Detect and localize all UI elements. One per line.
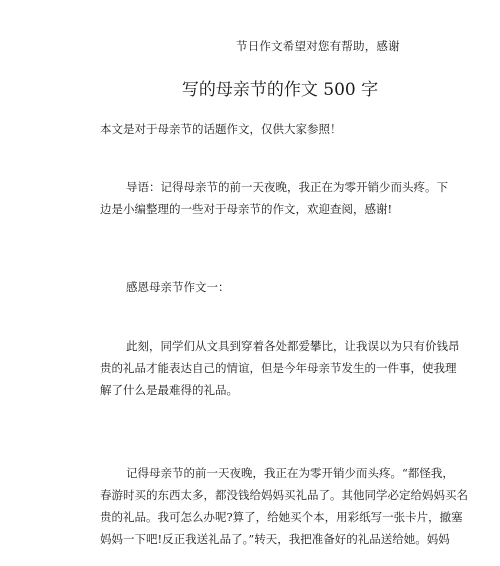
intro-line: 本文是对于母亲节的话题作文，仅供大家参照！ [100,122,342,136]
body-paragraph-1 [100,335,460,401]
document-title: 写的母亲节的作文 500 字 [181,80,379,100]
paragraph2-line-3: 贵的礼品。我可怎么办呢?算了，给她买个本，用彩纸写一张卡片，撤塞 [100,510,463,524]
paragraph1-line-1-text: 此刻，同学们从文具到穿着各处都爱攀比，让我误以为只有价钱昂 [126,339,460,353]
paragraph2-line-4: 妈妈一下吧!反正我送礼品了。”转天，我把准备好的礼品送给她。妈妈 [100,532,450,546]
paragraph2-line-2: 春游时买的东西太多，都没钱给妈妈买礼品了。其他同学必定给妈妈买名 [100,488,468,502]
guide-line-1 [100,176,448,198]
paragraph1-line-3: 解了什么是最难得的礼品。 [100,383,238,397]
paragraph1-line-1 [100,335,460,357]
guide-paragraph [100,176,448,220]
guide-line-2: 边是小编整理的一些对于母亲节的作文，欢迎查阅，感谢! [100,202,393,216]
section-heading-text: 感恩母亲节作文一： [126,280,230,294]
section-heading-line [100,276,418,298]
body-paragraph-2 [100,462,468,550]
paragraph1-line-2: 贵的礼品才能表达自己的情谊，但是今年母亲节发生的一件事，使我理 [100,361,457,375]
section-heading [100,276,418,298]
guide-line-1-text: 导语：记得母亲节的前一天夜晚，我正在为零开销少而头疼。下 [126,180,448,194]
paragraph2-line-1-text: 记得母亲节的前一天夜晚，我正在为零开销少而头疼。“都怪我， [126,466,454,480]
paragraph2-line-1 [100,462,454,484]
intro-paragraph [100,118,418,140]
header-note: 节日作文希望对您有帮助，感谢 [236,39,400,53]
